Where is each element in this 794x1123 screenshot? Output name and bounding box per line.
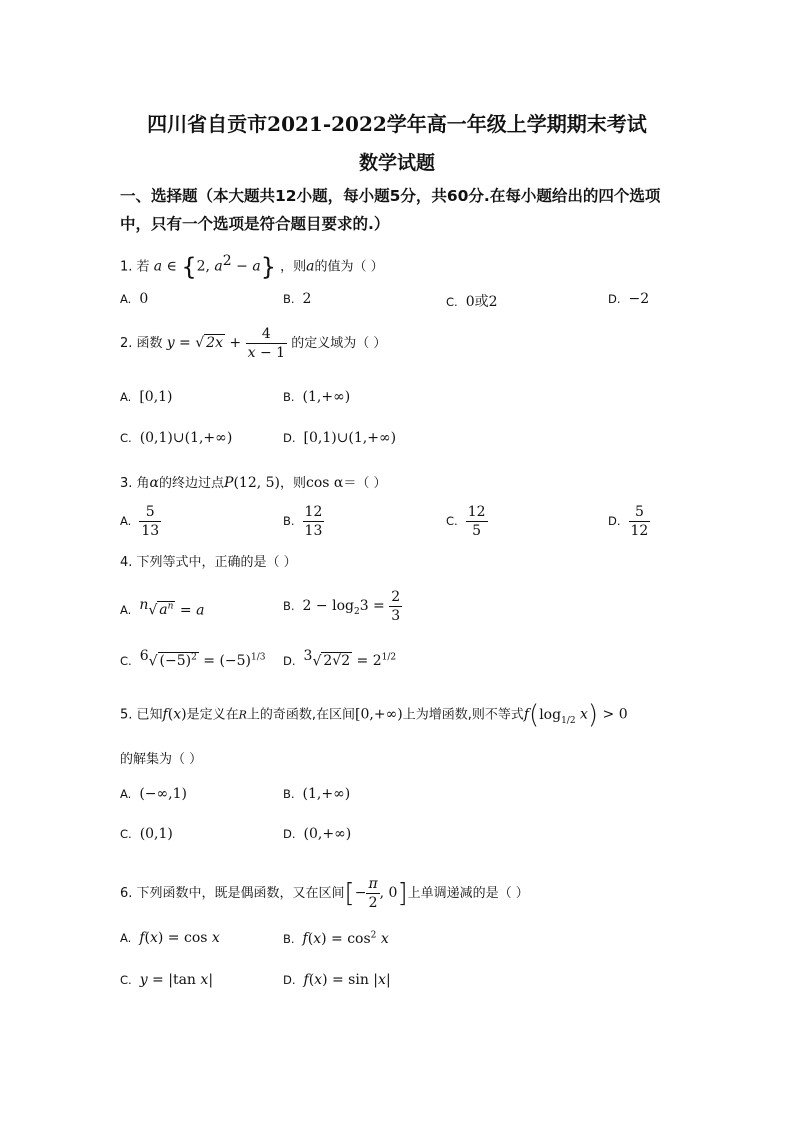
q5-option-b[interactable]: B. (1,+∞) (283, 786, 351, 802)
q2-option-b[interactable]: B. (1,+∞) (283, 389, 351, 405)
question-6: 6. 下列函数中，既是偶函数，又在区间[− $\frac{\pi}{2}$ , 0]上单调递减的是（ ） (120, 876, 529, 911)
q1-option-d[interactable]: D. −2 (608, 291, 650, 307)
q3-option-a[interactable]: A. $\frac{5}{13}$ (120, 504, 160, 539)
q3-option-d[interactable]: D. $\frac{5}{12}$ (608, 504, 649, 539)
q6-option-d[interactable]: D. f(x) = sin |x| (283, 972, 391, 988)
q1-option-c[interactable]: C. 0或2 (446, 294, 498, 310)
question-3: 3. 角α的终边过点P(12, 5)，则cos α＝（ ） (120, 475, 387, 491)
question-2: 2. 函数 y = √ 2x + $\frac{4}{x - 1}$ 的定义域为（ ） (120, 326, 387, 361)
q5-option-c[interactable]: C. (0,1) (120, 826, 173, 842)
q2-option-c[interactable]: C. (0,1)∪(1,+∞) (120, 430, 233, 446)
q1-option-a[interactable]: A. 0 (120, 291, 149, 307)
section-heading: 一、选择题（本大题共12小题，每小题5分，共60分.在每小题给出的四个选项中，只有一个选项是符合题目要求的.） (120, 187, 661, 233)
q2-fraction: $\frac{4}{x - 1}$ (247, 326, 286, 361)
q6-option-c[interactable]: C. y = |tan x| (120, 972, 214, 988)
q1-set-expression: a (153, 258, 163, 275)
question-5-line2: 的解集为（ ） (120, 752, 203, 767)
q6-option-b[interactable]: B. $f(x) = \cos^2 x$ (283, 930, 389, 947)
q4-option-b[interactable]: B. $2 - \log_23$ = $\frac{2}{3}$ (283, 589, 401, 624)
exam-title: 四川省自贡市2021-2022学年高一年级上学期期末考试 (147, 112, 647, 136)
q1-option-b[interactable]: B. 2 (283, 291, 312, 307)
q5-option-a[interactable]: A. (−∞,1) (120, 786, 188, 802)
q6-option-a[interactable]: A. f(x) = cos x (120, 930, 220, 946)
q4-option-c[interactable]: C. $^6$√ $(-5)^2 = (-5)^{1/3}$ (120, 648, 266, 670)
question-5: 5. 已知f(x)是定义在R上的奇函数,在区间[0,+∞)上为增函数,则不等式$f(\log_{1/2}$ x) > 0 (120, 700, 628, 730)
q4-option-d[interactable]: D. $^3$√ $2√2 = 2^{1/2}$ (283, 648, 397, 670)
question-1: 1. 若 a ∈ {2, $a^2 - a$} ，则a的值为（ ） (120, 253, 384, 281)
q4-option-a[interactable]: A. $^n$√ $a^n = a$ (120, 597, 205, 619)
q3-option-b[interactable]: B. $\frac{12}{13}$ (283, 504, 323, 539)
q2-option-a[interactable]: A. [0,1) (120, 389, 173, 405)
q2-option-d[interactable]: D. [0,1)∪(1,+∞) (283, 430, 397, 446)
exam-subtitle: 数学试题 (358, 152, 435, 174)
question-4: 4. 下列等式中，正确的是（ ） (120, 555, 297, 570)
q5-option-d[interactable]: D. (0,+∞) (283, 826, 352, 842)
q3-option-c[interactable]: C. $\frac{12}{5}$ (446, 504, 486, 539)
